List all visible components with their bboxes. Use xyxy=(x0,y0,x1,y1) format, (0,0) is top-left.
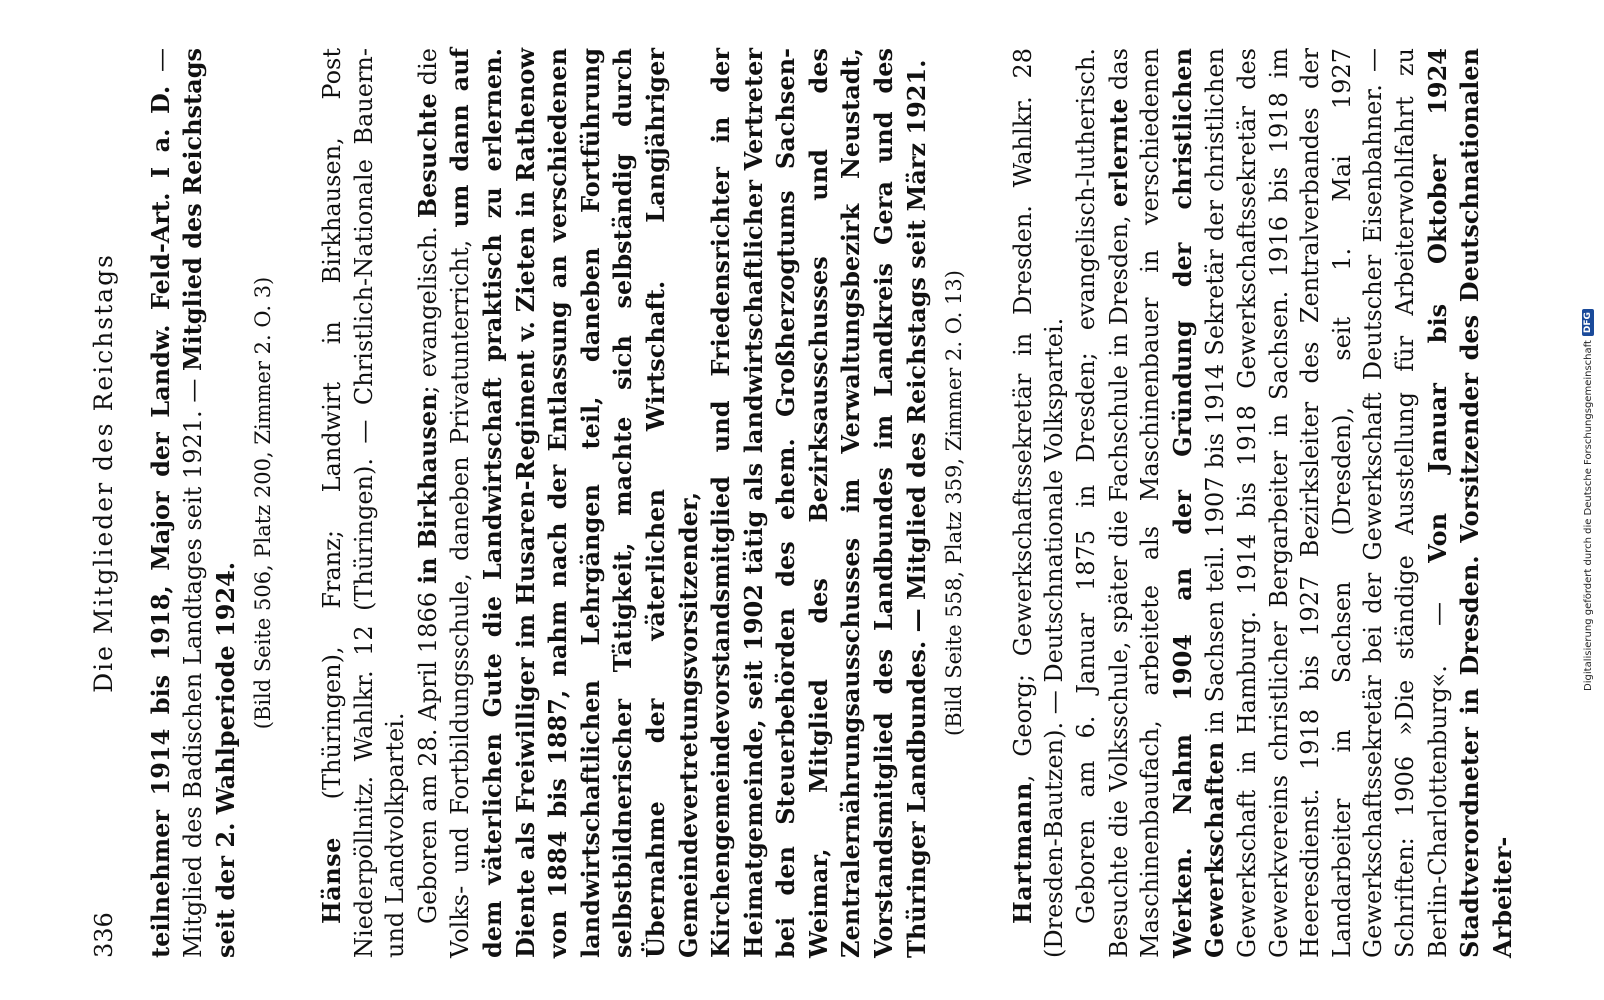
entry-haense xyxy=(316,48,971,958)
dfg-logo-badge: DFG xyxy=(1582,309,1594,336)
entry-haense-image-reference: (Bild Seite 558, Platz 359, Zimmer 2. O. 13) xyxy=(942,270,967,736)
page-number: 336 xyxy=(90,912,118,958)
running-head xyxy=(88,48,121,958)
entry-hartmann xyxy=(1007,48,1520,958)
entry-hartmann-biography: Geboren am 6. Januar 1875 in Dresden; evangelisch-lutherisch. Besuchte die Volksschule, später die Fachschule in Dresden, erlernte das Maschinenbaufach, arbeitete als Maschinenbauer in verschiedenen Werken. Nahm 1904 an der Gründung der christlichen Gewerkschaften in Sachsen teil. 1907 bis 1914 Sekretär der christlichen Gewerkschaft in Hamburg. 1914 bis 1918 Gewerkschaftssekretär des Gewerkvereins christlicher Bergarbeiter in Sachsen. 1916 bis 1918 im Heeresdienst. 1918 bis 1927 Bezirksleiter des Zentralverbandes der Landarbeiter in Sachsen (Dresden), seit 1. Mai 1927 Gewerkschaftssekretär bei der Gewerkschaft Deutscher Eisenbahner. — Schriften: 1906 »Die ständige Ausstellung für Arbeiterwohlfahrt zu Berlin-Charlottenburg«. — Von Januar bis Oktober 1924 Stadtverordneter in Dresden. Vorsitzender des Deutschnationalen Arbeiter- xyxy=(1072,47,1517,958)
document-page xyxy=(88,47,1517,958)
entry-hartmann-intro: Hartmann, Georg; Gewerkschaftssekretär in Dresden. Wahlkr. 28 (Dresden-Bautzen). — Deutschnationale Volkspartei. xyxy=(1007,48,1069,958)
digitization-note xyxy=(1575,0,1601,1000)
entry-continuation xyxy=(145,48,280,958)
entry-haense-biography: Geboren am 28. April 1866 in Birkhausen; evangelisch. Besuchte die Volks- und Fortbildungsschule, daneben Privatunterricht, um dann auf dem väterlichen Gute die Landwirtschaft praktisch zu erlernen. Diente als Freiwilliger im Husaren-Regiment v. Zieten in Rathenow von 1884 bis 1887, nahm nach der Entlassung an verschiedenen landwirtschaftlichen Lehrgängen teil, daneben Fortführung selbstbildnerischer Tätigkeit, machte sich selbständig durch Übernahme der väterlichen Wirtschaft. Langjähriger Gemeindevertretungsvorsitzender, Kirchengemeindevorstandsmitglied und Friedensrichter in der Heimatgemeinde, seit 1902 tätig als landwirtschaftlicher Vertreter bei den Steuerbehörden des ehem. Großherzogtums Sachsen-Weimar, Mitglied des Bezirksausschusses und des Zentralernährungsausschusses im Verwaltungsbezirk Neustadt, Vorstandsmitglied des Landbundes im Landkreis Gera und des Thüringer Landbundes. — Mitglied des Reichstags seit März 1921. xyxy=(412,47,931,958)
running-head-title: Die Mitglieder des Reichstags xyxy=(89,253,118,693)
continuation-paragraph: teilnehmer 1914 bis 1918, Major der Landw. Feld-Art. I a. D. — Mitglied des Badischen Landtages seit 1921. — Mitglied des Reichstags seit der 2. Wahlperiode 1924. xyxy=(145,48,240,958)
entry-haense-intro: Hänse (Thüringen), Franz; Landwirt in Birkhausen, Post Niederpöllnitz. Wahlkr. 12 (Thüringen). — Christlich-Nationale Bauern- und Landvolkpartei. xyxy=(316,48,410,958)
continuation-image-reference: (Bild Seite 506, Platz 200, Zimmer 2. O. 3) xyxy=(251,276,276,730)
digitization-note-text: Digitalisierung gefördert durch die Deutsche Forschungsgemeinschaft xyxy=(1582,340,1594,691)
